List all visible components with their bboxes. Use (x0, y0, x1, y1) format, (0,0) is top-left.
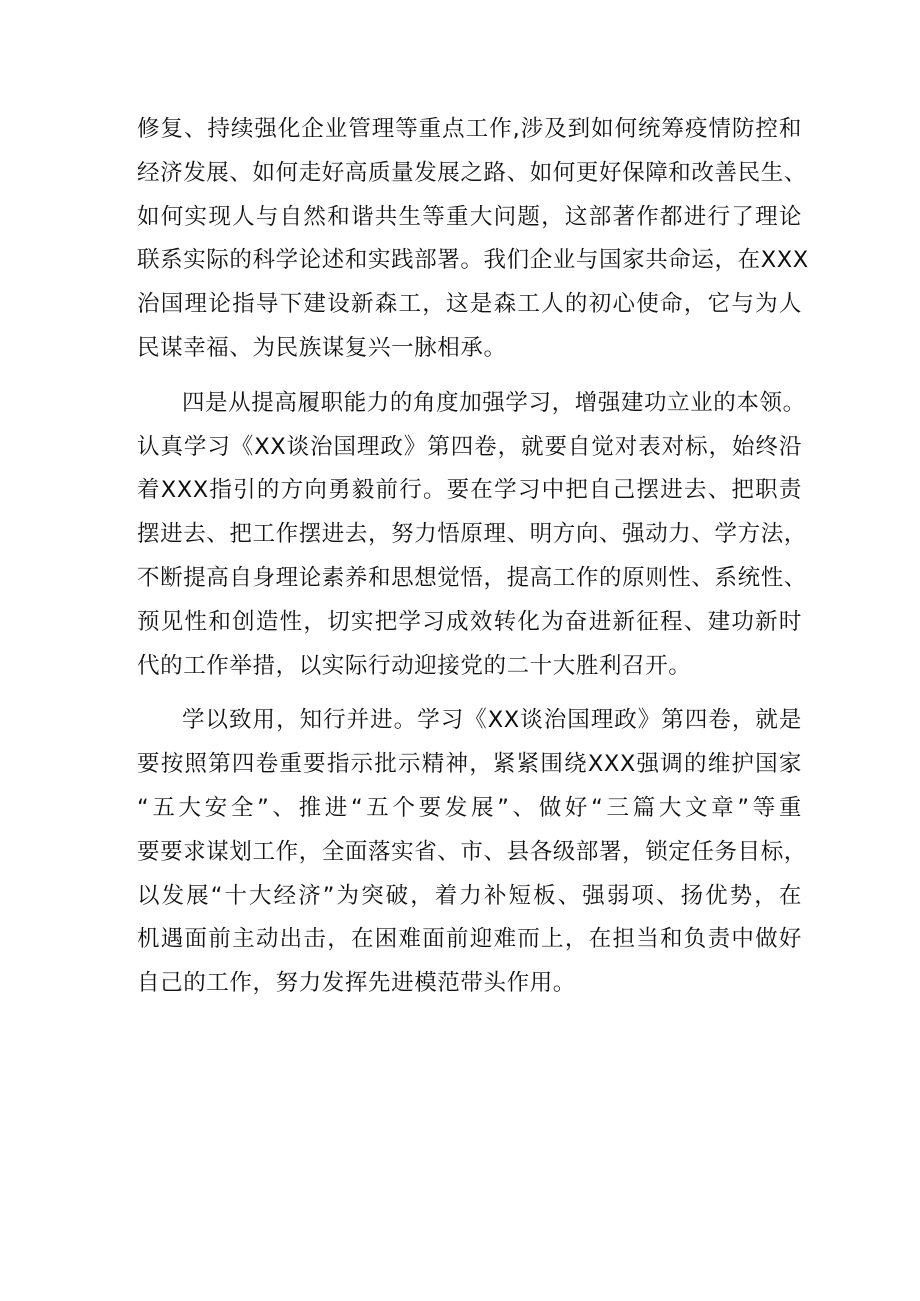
text-line: 以发展“十大经济”为突破，着力补短板、强弱项、扬优势，在 (137, 882, 802, 909)
text-line: 着XXX指引的方向勇毅前行。要在学习中把自己摆进去、把职责 (137, 477, 802, 504)
text-line: 自己的工作，努力发挥先进模范带头作用。 (137, 970, 576, 997)
text-line: 四是从提高履职能力的角度加强学习，增强建功立业的本领。 (182, 389, 806, 416)
text-line: 机遇面前主动出击，在困难面前迎难而上，在担当和负责中做好 (137, 926, 802, 953)
text-line: 不断提高自身理论素养和思想觉悟，提高工作的原则性、系统性、 (137, 564, 807, 591)
text-line: 民谋幸福、为民族谋复兴一脉相承。 (137, 334, 507, 361)
text-line: 认真学习《XX谈治国理政》第四卷，就要自觉对表对标，始终沿 (137, 433, 802, 460)
text-line: 要要求谋划工作，全面落实省、市、县各级部署，锁定任务目标， (137, 838, 807, 865)
text-line: 摆进去、把工作摆进去，努力悟原理、明方向、强动力、学方法， (137, 521, 807, 548)
text-line: 代的工作举措，以实际行动迎接党的二十大胜利召开。 (137, 652, 692, 679)
text-line: 治国理论指导下建设新森工，这是森工人的初心使命，它与为人 (137, 291, 802, 318)
paragraph-fourth-point (137, 382, 807, 689)
paragraph-application (137, 699, 807, 1006)
document-body (137, 108, 809, 1006)
text-line: 预见性和创造性，切实把学习成效转化为奋进新征程、建功新时 (137, 608, 802, 635)
text-line: 要按照第四卷重要指示批示精神，紧紧围绕XXX强调的维护国家 (137, 751, 802, 778)
text-line: 修复、持续强化企业管理等重点工作,涉及到如何统筹疫情防控和 (137, 116, 802, 142)
paragraph-continuation (137, 108, 809, 371)
text-line: 如何实现人与自然和谐共生等重大问题，这部著作都进行了理论 (137, 203, 802, 230)
text-line: 学以致用，知行并进。学习《XX谈治国理政》第四卷，就是 (182, 707, 802, 734)
text-line: 联系实际的科学论述和实践部署。我们企业与国家共命运，在XXX (137, 247, 809, 274)
text-line: 经济发展、如何走好高质量发展之路、如何更好保障和改善民生、 (137, 159, 807, 186)
text-line: “五大安全”、推进“五个要发展”、做好“三篇大文章”等重 (137, 794, 802, 821)
